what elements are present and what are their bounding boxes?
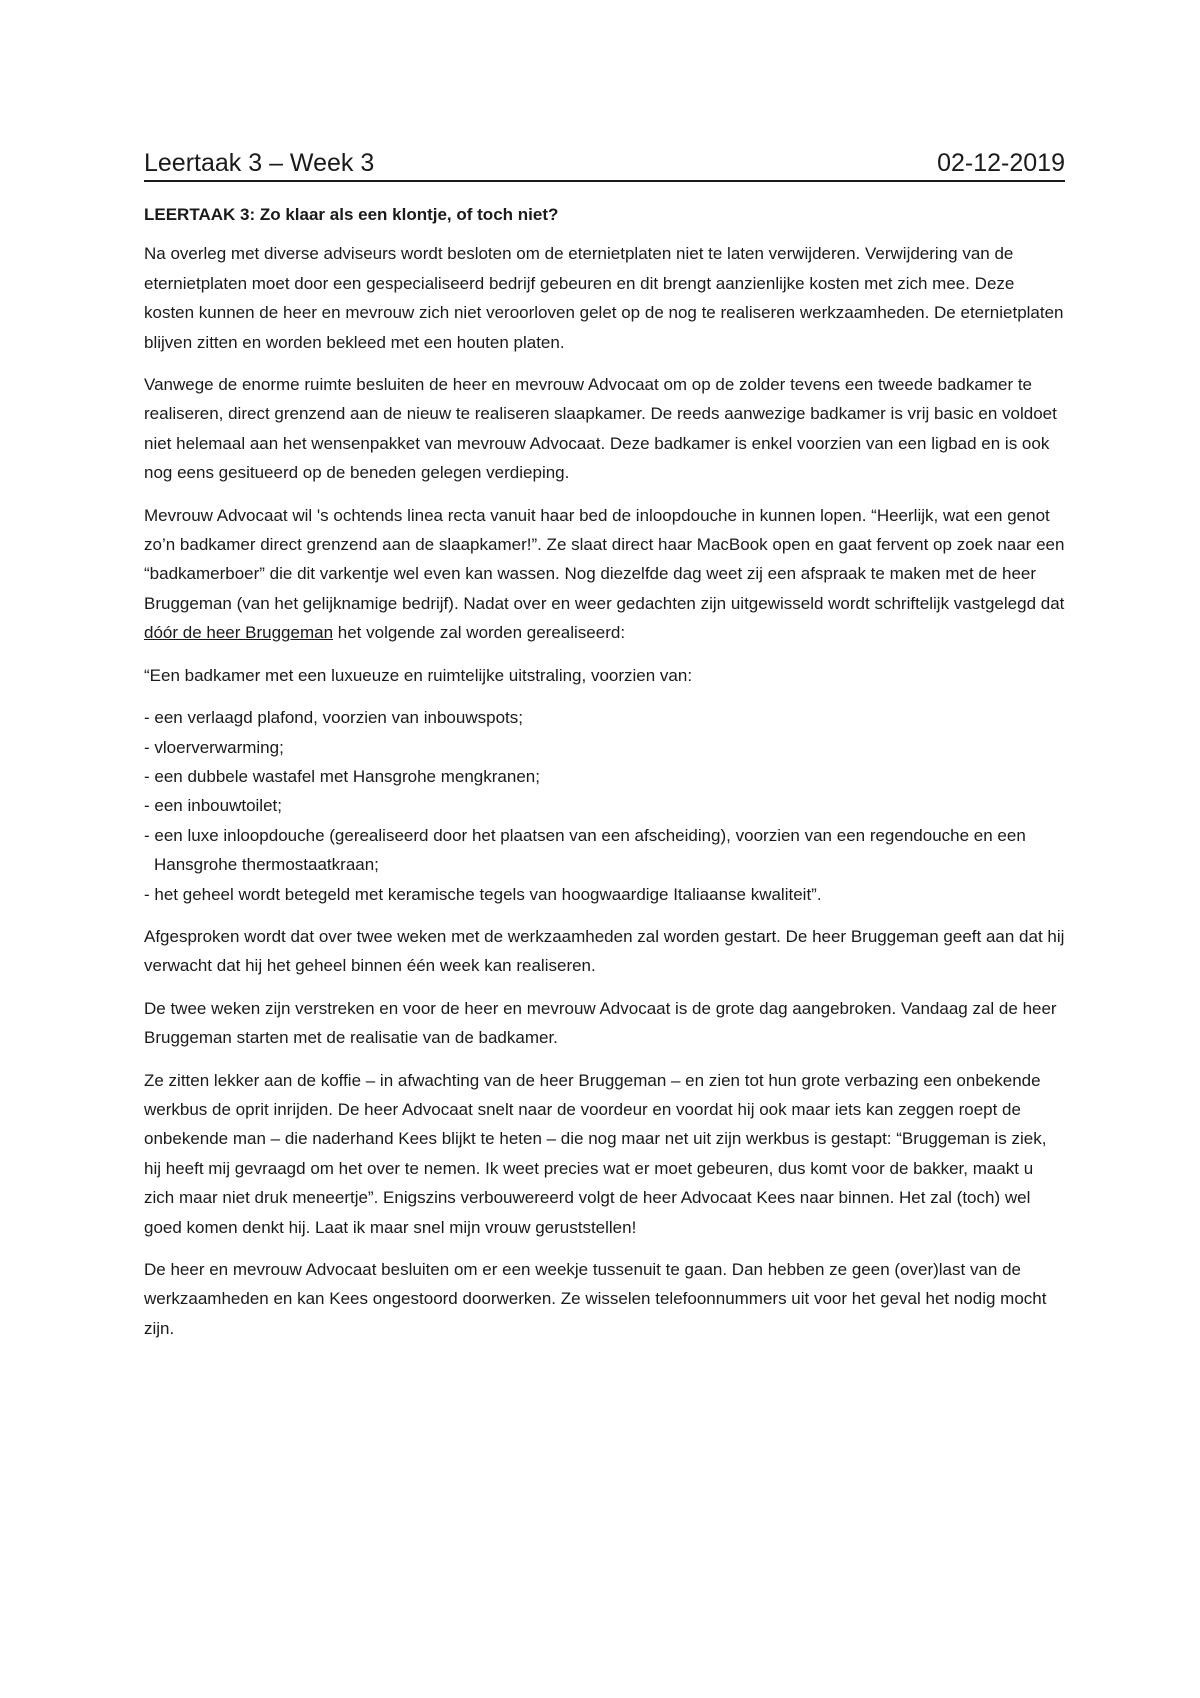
- page-header: [144, 148, 1065, 182]
- paragraph-6: De twee weken zijn verstreken en voor de heer en mevrouw Advocaat is de grote dag aangebroken. Vandaag zal de heer Bruggeman starten met de realisatie van de badkamer.: [144, 998, 1057, 1048]
- paragraph-3: [144, 501, 1065, 648]
- paragraph-3-after: het volgende zal worden gerealiseerd:: [333, 623, 626, 643]
- document-body: [144, 200, 1065, 1343]
- assignment-heading: LEERTAAK 3: Zo klaar als een klontje, of toch niet?: [144, 205, 559, 224]
- paragraph-8: De heer en mevrouw Advocaat besluiten om er een weekje tussenuit te gaan. Dan hebben ze geen (over)last van de werkzaamheden en kan Kees ongestoord doorwerken. Ze wisselen telefoonnummers uit voor het geval het nodig mocht zijn.: [144, 1260, 1047, 1338]
- list-item: - een inbouwtoilet;: [144, 796, 282, 816]
- list-item: - een dubbele wastafel met Hansgrohe mengkranen;: [144, 766, 540, 786]
- requirements-list: [144, 703, 1065, 909]
- paragraph-2: Vanwege de enorme ruimte besluiten de heer en mevrouw Advocaat om op de zolder tevens een tweede badkamer te realiseren, direct grenzend aan de nieuw te realiseren slaapkamer. De reeds aanwezige badkamer is vrij basic en voldoet niet helemaal aan het wensenpakket van mevrouw Advocaat. Deze badkamer is enkel voorzien van een ligbad en is ook nog eens gesitueerd op de beneden gelegen verdieping.: [144, 375, 1057, 483]
- list-item: - een luxe inloopdouche (gerealiseerd door het plaatsen van een afscheiding), voorzien van een regendouche en een Hansgrohe thermostaatkraan;: [144, 825, 1026, 875]
- document-page: [144, 148, 1065, 1356]
- paragraph-7: Ze zitten lekker aan de koffie – in afwachting van de heer Bruggeman – en zien tot hun grote verbazing een onbekende werkbus de oprit inrijden. De heer Advocaat snelt naar de voordeur en voordat hij ook maar iets kan zeggen roept de onbekende man – die naderhand Kees blijkt te heten – die nog maar net uit zijn werkbus is gestapt: “Bruggeman is ziek, hij heeft mij gevraagd om het over te nemen. Ik weet precies wat er moet gebeuren, dus komt voor de bakker, maakt u zich maar niet druk meneertje”. Enigszins verbouwereerd volgt de heer Advocaat Kees naar binnen. Het zal (toch) wel goed komen denkt hij. Laat ik maar snel mijn vrouw geruststellen!: [144, 1070, 1047, 1237]
- paragraph-1: Na overleg met diverse adviseurs wordt besloten om de eternietplaten niet te laten verwijderen. Verwijdering van de eternietplaten moet door een gespecialiseerd bedrijf gebeuren en dit brengt aanzienlijke kosten met zich mee. Deze kosten kunnen de heer en mevrouw zich niet veroorloven gelet op de nog te realiseren werkzaamheden. De eternietplaten blijven zitten en worden bekleed met een houten platen.: [144, 244, 1064, 352]
- header-title: Leertaak 3 – Week 3: [144, 149, 375, 177]
- paragraph-4: “Een badkamer met een luxueuze en ruimtelijke uitstraling, voorzien van:: [144, 665, 693, 685]
- paragraph-3-before: Mevrouw Advocaat wil 's ochtends linea recta vanuit haar bed de inloopdouche in kunnen lopen. “Heerlijk, wat een genot zo’n badkamer direct grenzend aan de slaapkamer!”. Ze slaat direct haar MacBook open en gaat fervent op zoek naar een “badkamerboer” die dit varkentje wel even kan wassen. Nog diezelfde dag weet zij een afspraak te maken met de heer Bruggeman (van het gelijknamige bedrijf). Nadat over en weer gedachten zijn uitgewisseld wordt schriftelijk vastgelegd dat: [144, 505, 1065, 613]
- list-item: - het geheel wordt betegeld met keramische tegels van hoogwaardige Italiaanse kwaliteit”.: [144, 884, 822, 904]
- header-date: 02-12-2019: [937, 149, 1065, 177]
- list-item: - een verlaagd plafond, voorzien van inbouwspots;: [144, 708, 523, 728]
- list-item: - vloerverwarming;: [144, 737, 284, 757]
- paragraph-5: Afgesproken wordt dat over twee weken met de werkzaamheden zal worden gestart. De heer Bruggeman geeft aan dat hij verwacht dat hij het geheel binnen één week kan realiseren.: [144, 926, 1065, 976]
- underlined-text: dóór de heer Bruggeman: [144, 623, 334, 643]
